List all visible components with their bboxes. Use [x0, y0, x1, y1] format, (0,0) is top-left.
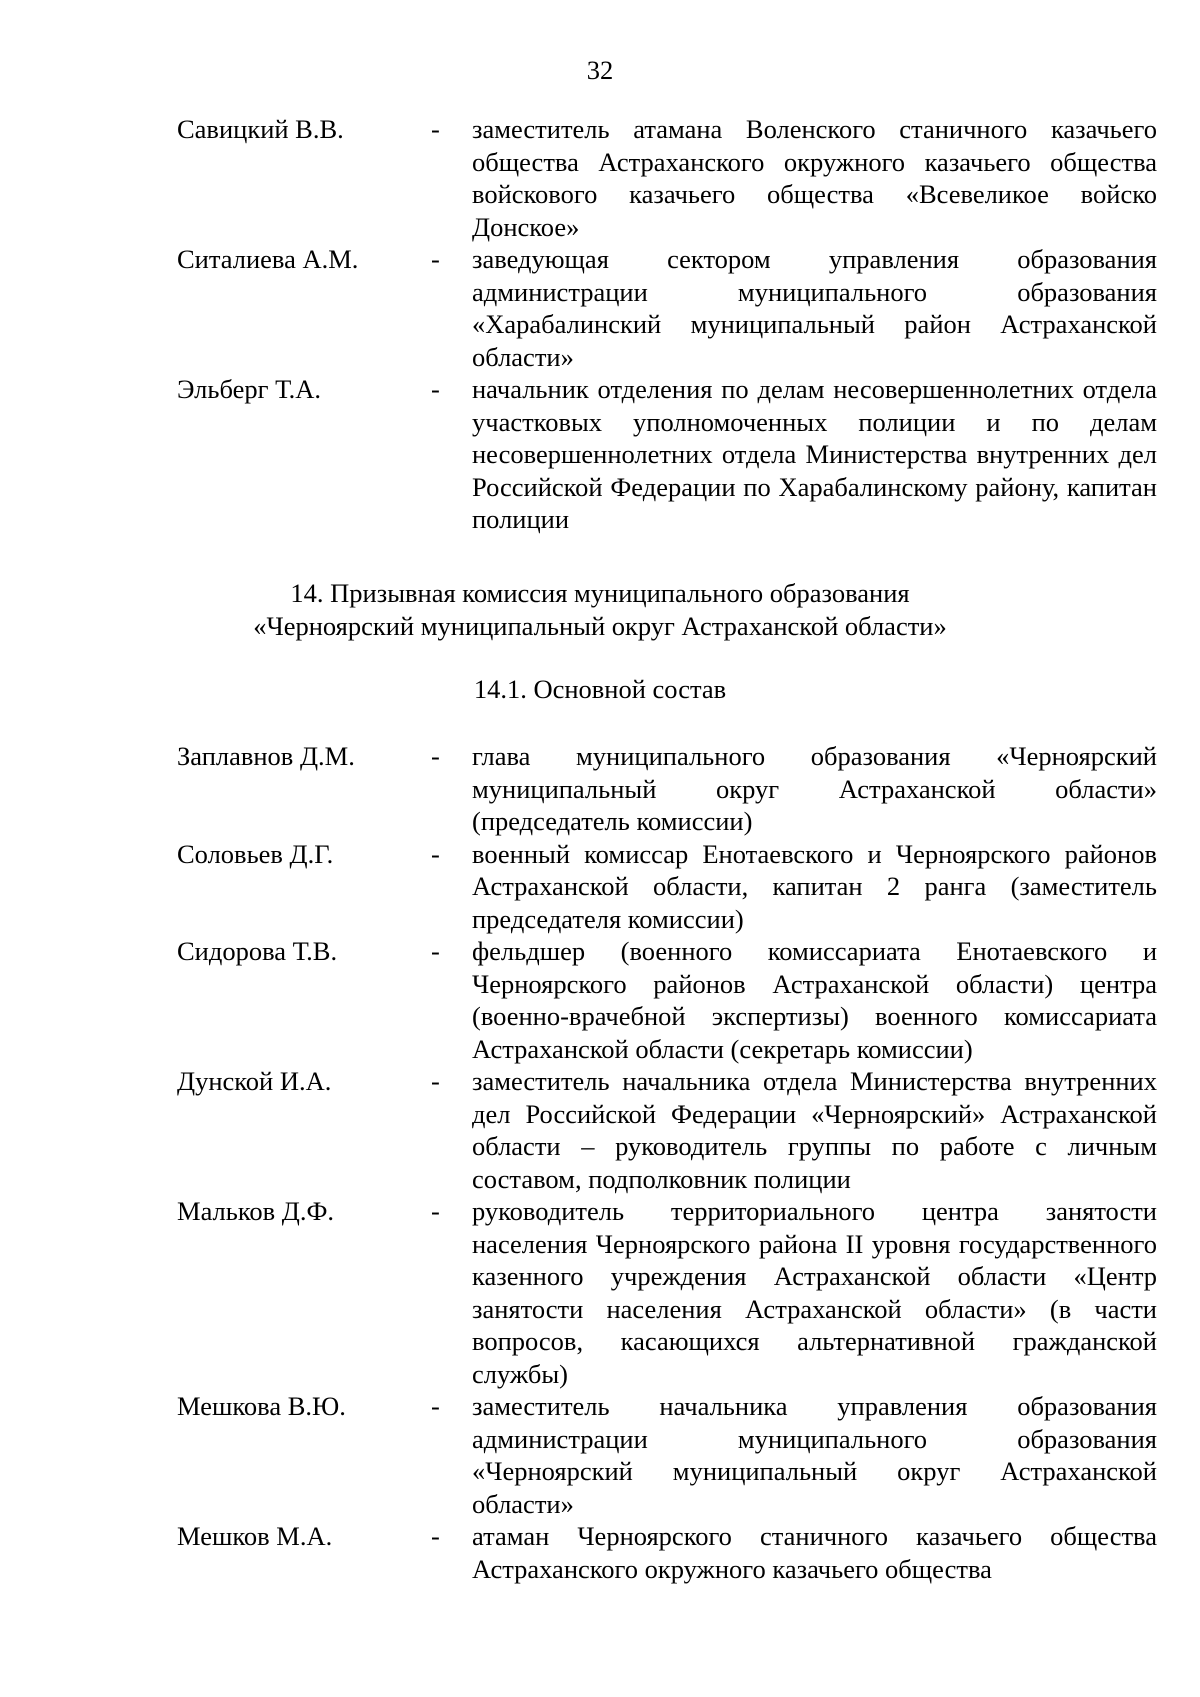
list-item: [177, 1195, 1157, 1390]
member-position: военный комиссар Енотаевского и Черноярского районов Астраханской области, капитан 2 ранга (заместитель председателя комиссии): [472, 838, 1157, 934]
dash-separator: -: [431, 1521, 440, 1551]
list-item: [177, 373, 1157, 536]
member-position: заведующая сектором управления образования администрации муниципального образования «Харабалинский муниципальный район Астраханской области»: [472, 244, 1157, 372]
list-item: [177, 838, 1157, 936]
member-position: глава муниципального образования «Черноярский муниципальный округ Астраханской области» (председатель комиссии): [472, 741, 1157, 836]
member-name: Сидорова Т.В.: [177, 936, 338, 966]
member-name: Дунской И.А.: [177, 1066, 332, 1096]
main-member-list: [177, 740, 1157, 1585]
member-name: Соловьев Д.Г.: [177, 838, 334, 869]
section-title-line-2: «Черноярский муниципальный округ Астраханской области»: [253, 610, 947, 641]
member-name: Мальков Д.Ф.: [177, 1196, 335, 1226]
dash-separator: -: [431, 374, 440, 404]
member-name: Заплавнов Д.М.: [177, 741, 355, 771]
list-item: [177, 1065, 1157, 1195]
member-name: Эльберг Т.А.: [177, 374, 322, 404]
list-item: [177, 243, 1157, 373]
dash-separator: -: [431, 838, 440, 869]
dash-separator: -: [431, 1196, 440, 1226]
list-item: [177, 1520, 1157, 1585]
dash-separator: -: [431, 1391, 440, 1421]
member-position: начальник отделения по делам несовершеннолетних отдела участковых уполномоченных полиции и по делам несовершеннолетних отдела Министерства внутренних дел Российской Федерации по Харабалинскому району, капитан полиции: [472, 374, 1157, 534]
member-position: атаман Черноярского станичного казачьего общества Астраханского окружного казачьего общества: [472, 1521, 1157, 1584]
member-name: Савицкий В.В.: [177, 114, 344, 144]
list-item: [177, 113, 1157, 243]
section-title-line-1: 14. Призывная комиссия муниципального образования: [290, 578, 910, 608]
member-name: Ситалиева А.М.: [177, 244, 359, 274]
member-position: заместитель начальника отдела Министерства внутренних дел Российской Федерации «Черноярский» Астраханской области – руководитель группы по работе с личным составом, подполковник полиции: [472, 1066, 1157, 1194]
list-item: [177, 740, 1157, 838]
dash-separator: -: [431, 114, 440, 144]
dash-separator: -: [431, 741, 440, 771]
member-position: фельдшер (военного комиссариата Енотаевского и Черноярского районов Астраханской области) центра (военно-врачебной экспертизы) военного комиссариата Астраханской области (секретарь комиссии): [472, 936, 1157, 1064]
list-item: [177, 1390, 1157, 1520]
top-member-list: [177, 113, 1157, 536]
dash-separator: -: [431, 1066, 440, 1096]
dash-separator: -: [431, 244, 440, 274]
member-position: заместитель начальника управления образования администрации муниципального образования «Черноярский муниципальный округ Астраханской области»: [472, 1391, 1157, 1519]
page-number: 32: [586, 55, 614, 85]
member-position: заместитель атамана Воленского станичного казачьего общества Астраханского окружного казачьего общества войскового казачьего общества «Всевеликое войско Донское»: [472, 114, 1157, 242]
list-item: [177, 935, 1157, 1065]
subsection-title: 14.1. Основной состав: [473, 674, 727, 704]
member-name: Мешкова В.Ю.: [177, 1391, 346, 1421]
member-name: Мешков М.А.: [177, 1521, 333, 1551]
dash-separator: -: [431, 936, 440, 966]
member-position: руководитель территориального центра занятости населения Черноярского района II уровня государственного казенного учреждения Астраханской области «Центр занятости населения Астраханской области» (в части вопросов, касающихся альтернативной гражданской службы): [472, 1196, 1157, 1389]
section-title: [0, 577, 1200, 642]
